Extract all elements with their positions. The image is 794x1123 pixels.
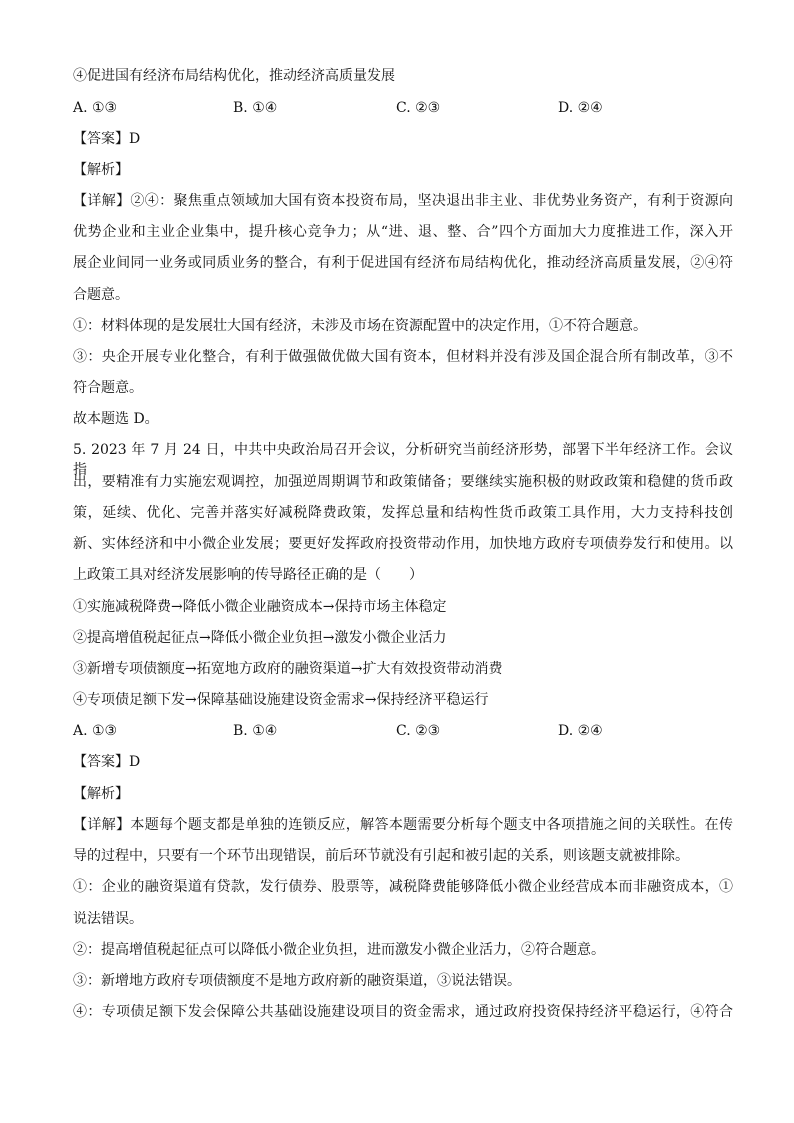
text-line: ②：提高增值税起征点可以降低小微企业负担，进而激发小微企业活力，②符合题意。: [73, 942, 605, 958]
text-line: ④：专项债足额下发会保障公共基础设施建设项目的资金需求，通过政府投资保持经济平稳运行，④符合: [73, 1004, 733, 1020]
option-a: A. ①③: [73, 100, 118, 116]
analysis-label: 【解析】: [73, 162, 129, 178]
option-c: C. ②③: [396, 723, 441, 739]
text-line: 优势企业和主业企业集中，提升核心竞争力；从“进、退、整、合”四个方面加大力度推进工作，深入开: [73, 224, 733, 240]
question-text: 上政策工具对经济发展影响的传导路径正确的是（ ）: [73, 567, 423, 583]
question-text: 出，要精准有力实施宏观调控，加强逆周期调节和政策储备；要继续实施积极的财政政策和稳健的货币政: [73, 474, 733, 490]
text-line: ①：材料体现的是发展壮大国有经济，未涉及市场在资源配置中的决定作用，①不符合题意。: [73, 318, 647, 334]
text-line: 合题意。: [73, 287, 129, 303]
text-line: ①：企业的融资渠道有贷款，发行债券、股票等，减税降费能够降低小微企业经营成本而非融资成本，①: [73, 879, 733, 895]
option-b: B. ①④: [233, 723, 278, 739]
question-text: 5. 2023 年 7 月 24 日，中共中央政治局召开会议，分析研究当前经济形势，部署下半年经济工作。会议指: [73, 442, 733, 478]
statement-2: ②提高增值税起征点→降低小微企业负担→激发小微企业活力: [73, 630, 447, 646]
option-a: A. ①③: [73, 723, 118, 739]
answer-options: [73, 721, 733, 741]
answer-options: [73, 98, 733, 118]
text-line: 【详解】②④：聚焦重点领域加大国有资本投资布局，坚决退出非主业、非优势业务资产，有利于资源向: [73, 193, 733, 209]
text-line: 符合题意。: [73, 380, 143, 396]
text-line: ④促进国有经济布局结构优化，推动经济高质量发展: [73, 68, 395, 84]
text-line: 展企业间同一业务或同质业务的整合，有利于促进国有经济布局结构优化，推动经济高质量发展，②④符: [73, 255, 733, 271]
text-line: ③：央企开展专业化整合，有利于做强做优做大国有资本，但材料并没有涉及国企混合所有制改革，③不: [73, 349, 733, 365]
option-b: B. ①④: [233, 100, 278, 116]
option-d: D. ②④: [558, 100, 603, 116]
text-line: 导的过程中，只要有一个环节出现错误，前后环节就没有引起和被引起的关系，则该题支就被排除。: [73, 848, 689, 864]
answer-label: 【答案】D: [73, 754, 141, 770]
analysis-label: 【解析】: [73, 786, 129, 802]
question-text: 新、实体经济和中小微企业发展；要更好发挥政府投资带动作用，加快地方政府专项债券发行和使用。以: [73, 536, 733, 552]
option-d: D. ②④: [558, 723, 603, 739]
text-line: 故本题选 D。: [73, 411, 159, 427]
statement-3: ③新增专项债额度→拓宽地方政府的融资渠道→扩大有效投资带动消费: [73, 661, 503, 677]
text-line: ③：新增地方政府专项债额度不是地方政府新的融资渠道，③说法错误。: [73, 973, 521, 989]
statement-4: ④专项债足额下发→保障基础设施建设资金需求→保持经济平稳运行: [73, 692, 489, 708]
answer-label: 【答案】D: [73, 131, 141, 147]
text-line: 说法错误。: [73, 911, 143, 927]
option-c: C. ②③: [396, 100, 441, 116]
statement-1: ①实施减税降费→降低小微企业融资成本→保持市场主体稳定: [73, 599, 447, 615]
question-text: 策，延续、优化、完善并落实好减税降费政策，发挥总量和结构性货币政策工具作用，大力支持科技创: [73, 505, 733, 521]
text-line: 【详解】本题每个题支都是单独的连锁反应，解答本题需要分析每个题支中各项措施之间的关联性。在传: [73, 817, 733, 833]
